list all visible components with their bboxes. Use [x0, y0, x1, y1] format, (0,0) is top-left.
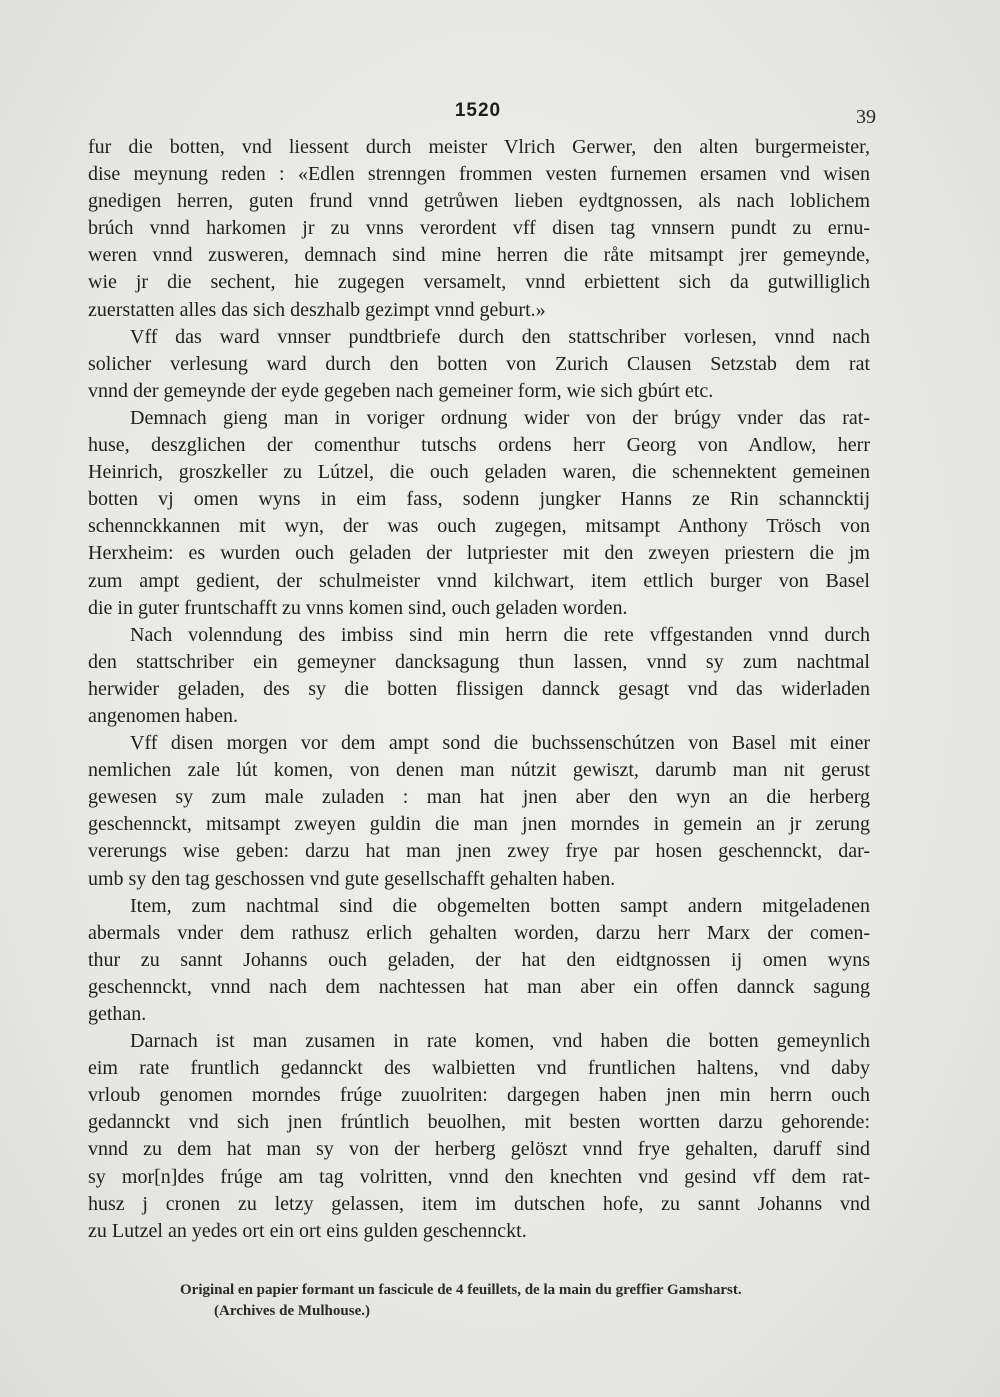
text-line: nemlichen zale lút komen, von denen man nútzit gewiszt, darumb man nit gerust: [88, 759, 870, 782]
text-line: Vff das ward vnnser pundtbriefe durch den stattschriber vorlesen, vnnd nach: [130, 325, 870, 348]
text-line: den stattschriber ein gemeyner dancksagung thun lassen, vnnd sy zum nachtmal: [88, 650, 870, 673]
text-line: gnedigen herren, guten frund vnnd getrůwen lieben eydtgnossen, als nach loblichem: [88, 190, 870, 213]
text-line: Item, zum nachtmal sind die obgemelten botten sampt andern mitgeladenen: [130, 894, 870, 917]
text-line: Darnach ist man zusamen in rate komen, vnd haben die botten gemeynlich: [130, 1030, 870, 1053]
text-line: angenomen haben.: [88, 704, 238, 727]
text-line: abermals vnder dem rathusz erlich gehalten worden, darzu herr Marx der comen-: [88, 921, 870, 944]
text-line: brúch vnnd harkomen jr zu vnns verordent vff disen tag vnnsern pundt zu ernu-: [88, 217, 870, 240]
text-line: vnnd zu dem hat man sy von der herberg gelöszt vnnd frye gehalten, daruff sind: [88, 1138, 870, 1161]
text-line: thur zu sannt Johanns ouch geladen, der hat den eidtgnossen ij omen wyns: [88, 948, 870, 971]
page-number: 39: [856, 106, 876, 128]
text-line: Nach volenndung des imbiss sind min herrn die rete vffgestanden vnnd durch: [130, 623, 870, 646]
text-line: die in guter fruntschafft zu vnns komen sind, ouch geladen worden.: [88, 596, 628, 619]
text-line: huse, deszglichen der comenthur tutschs ordens herr Georg von Andlow, herr: [88, 434, 870, 457]
text-line: umb sy den tag geschossen vnd gute gesellschafft gehalten haben.: [88, 867, 616, 890]
text-line: botten vj omen wyns in eim fass, sodenn jungker Hanns ze Rin schanncktij: [88, 488, 870, 511]
body-text: [88, 134, 870, 1245]
text-line: zu Lutzel an yedes ort ein ort eins gulden geschennckt.: [88, 1219, 527, 1242]
text-line: eim rate fruntlich gedannckt des walbietten vnd fruntlichen haltens, vnd daby: [88, 1057, 870, 1080]
text-line: Herxheim: es wurden ouch geladen der lutpriester mit den zweyen priestern die jm: [88, 542, 870, 565]
text-line: herwider geladen, des sy die botten flissigen dannck gesagt vnd das widerladen: [88, 677, 870, 700]
text-line: fur die botten, vnd liessent durch meister Vlrich Gerwer, den alten burgermeister,: [88, 136, 870, 158]
footnote-archive-text: (Archives de Mulhouse.): [214, 1303, 370, 1319]
text-line: Heinrich, groszkeller zu Lútzel, die ouch geladen waren, die schennektent gemeinen: [88, 461, 870, 484]
text-line: Demnach gieng man in voriger ordnung wider von der brúgy vnder das rat-: [130, 406, 870, 429]
text-line: Vff disen morgen vor dem ampt sond die buchssenschútzen von Basel mit einer: [130, 732, 870, 755]
footnote-source-text: Original en papier formant un fascicule de 4 feuillets, de la main du greffier Gamsharst.: [180, 1282, 742, 1298]
text-line: vererungs wise geben: darzu hat man jnen zwey frye par hosen geschennckt, dar-: [88, 840, 870, 863]
paragraph: [88, 405, 870, 622]
paragraph: [88, 730, 870, 893]
text-line: weren vnnd zusweren, demnach sind mine herren die råte mitsampt jrer gemeynde,: [88, 244, 870, 267]
text-line: gedannckt vnd sich jnen frúntlich beuolhen, mit besten wortten darzu gehorende:: [88, 1111, 870, 1134]
text-line: vrloub genomen morndes frúge zuuolriten: dargegen haben jnen min herrn ouch: [88, 1084, 870, 1107]
text-line: vnnd der gemeynde der eyde gegeben nach gemeiner form, wie sich gbúrt etc.: [88, 379, 714, 402]
text-line: zuerstatten alles das sich deszhalb gezimpt vnnd geburt.»: [88, 298, 546, 321]
source-footnote: [180, 1280, 870, 1322]
text-line: gewesen sy zum male zuladen : man hat jnen aber den wyn an die herberg: [88, 786, 870, 809]
text-line: geschennckt, vnnd nach dem nachtessen hat man aber ein offen dannck sagung: [88, 975, 870, 998]
page-year-heading: 1520: [454, 100, 502, 121]
text-line: solicher verlesung ward durch den botten von Zurich Clausen Setzstab dem rat: [88, 352, 870, 375]
text-line: dise meynung reden : «Edlen strenngen frommen vesten furnemen ersamen vnd wisen: [88, 163, 870, 186]
paragraph: [88, 1028, 870, 1245]
running-head: [88, 100, 876, 130]
text-line: geschennckt, mitsampt zweyen guldin die man jnen morndes in gemein an jr zerung: [88, 813, 870, 836]
text-line: wie jr die sechent, hie zugegen versamelt, vnnd erbiettent sich da gutwilliglich: [88, 271, 870, 294]
paragraph: [88, 134, 870, 324]
paragraph: [88, 893, 870, 1028]
text-line: schennckkannen mit wyn, der was ouch zugegen, mitsampt Anthony Trösch von: [88, 515, 870, 538]
paragraph: [88, 622, 870, 730]
text-line: husz j cronen zu letzy gelassen, item im dutschen hofe, zu sannt Johanns vnd: [88, 1192, 870, 1215]
text-line: zum ampt gedient, der schulmeister vnnd kilchwart, item ettlich burger von Basel: [88, 569, 870, 592]
text-line: sy mor[n]des frúge am tag volritten, vnnd den knechten vnd gesind vff dem rat-: [88, 1165, 870, 1188]
text-line: gethan.: [88, 1003, 147, 1025]
paragraph: [88, 324, 870, 405]
